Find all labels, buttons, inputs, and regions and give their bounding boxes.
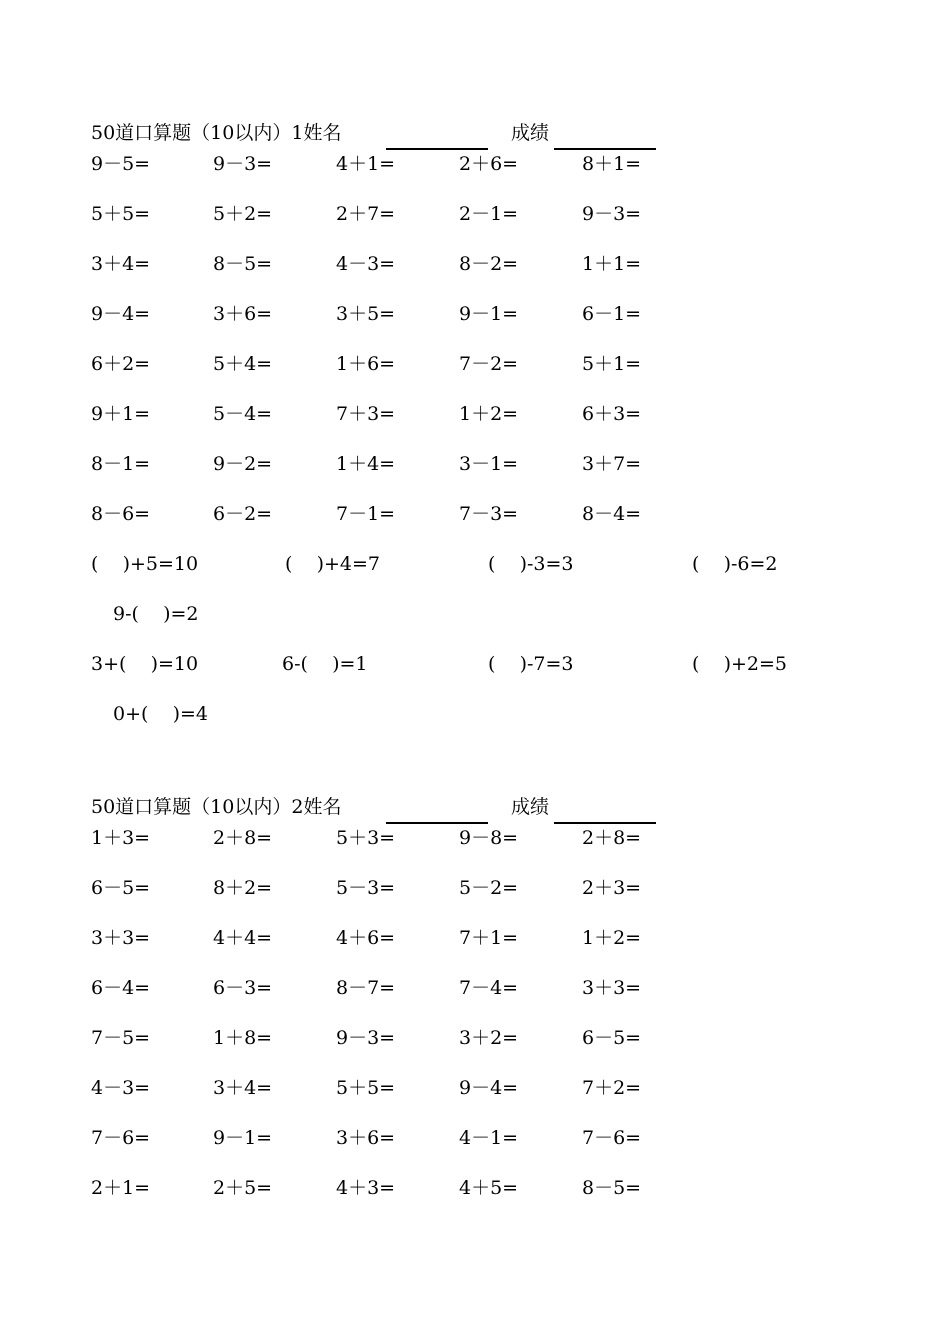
math-problem: 9－4= — [459, 1077, 519, 1099]
math-problem: 9－3= — [336, 1027, 396, 1049]
math-problem: 7＋2= — [582, 1077, 642, 1099]
math-problem: 1＋3= — [91, 827, 151, 849]
math-problem: 8＋2= — [213, 877, 273, 899]
math-problem: 6－2= — [213, 503, 273, 525]
math-problem: 1＋2= — [459, 403, 519, 425]
fill-row — [91, 702, 911, 752]
math-problem: 1＋8= — [213, 1027, 273, 1049]
score-label: 成绩 — [511, 796, 550, 818]
math-problem: 3＋2= — [459, 1027, 519, 1049]
fill-in-problem: ( )-3=3 — [488, 553, 574, 575]
math-problem: 9－1= — [213, 1127, 273, 1149]
worksheet-title: 50道口算题（10以内）1姓名 — [91, 122, 342, 144]
problem-row — [91, 826, 911, 876]
math-problem: 9＋1= — [91, 403, 151, 425]
math-problem: 3＋6= — [213, 303, 273, 325]
math-problem: 8－5= — [213, 253, 273, 275]
math-problem: 8－7= — [336, 977, 396, 999]
worksheet-1 — [91, 118, 911, 752]
math-problem: 2＋3= — [582, 877, 642, 899]
math-problem: 5＋5= — [336, 1077, 396, 1099]
problem-grid — [91, 826, 911, 1226]
math-problem: 1＋1= — [582, 253, 642, 275]
math-problem: 4＋6= — [336, 927, 396, 949]
math-problem: 2＋7= — [336, 203, 396, 225]
problem-row — [91, 1126, 911, 1176]
math-problem: 8－4= — [582, 503, 642, 525]
worksheet-title: 50道口算题（10以内）2姓名 — [91, 796, 342, 818]
math-problem: 9－5= — [91, 153, 151, 175]
math-problem: 3＋7= — [582, 453, 642, 475]
problem-row — [91, 252, 911, 302]
math-problem: 3＋4= — [213, 1077, 273, 1099]
math-problem: 6＋2= — [91, 353, 151, 375]
math-problem: 2－1= — [459, 203, 519, 225]
math-problem: 7－6= — [582, 1127, 642, 1149]
problem-row — [91, 452, 911, 502]
math-problem: 4－1= — [459, 1127, 519, 1149]
math-problem: 3＋5= — [336, 303, 396, 325]
problem-row — [91, 352, 911, 402]
problem-grid — [91, 152, 911, 552]
math-problem: 7－1= — [336, 503, 396, 525]
fill-row — [91, 602, 911, 652]
math-problem: 5＋4= — [213, 353, 273, 375]
fill-in-problem: ( )-7=3 — [488, 653, 574, 675]
worksheet-header — [91, 118, 911, 152]
worksheet-header — [91, 792, 911, 826]
problem-row — [91, 402, 911, 452]
fill-in-problem: ( )+2=5 — [692, 653, 787, 675]
math-problem: 1＋2= — [582, 927, 642, 949]
math-problem: 5－2= — [459, 877, 519, 899]
math-problem: 6－5= — [582, 1027, 642, 1049]
problem-row — [91, 302, 911, 352]
fill-in-problem: 0+( )=4 — [113, 703, 208, 725]
math-problem: 9－1= — [459, 303, 519, 325]
problem-row — [91, 1026, 911, 1076]
math-problem: 3＋4= — [91, 253, 151, 275]
math-problem: 4＋1= — [336, 153, 396, 175]
fill-in-problem: ( )+4=7 — [285, 553, 380, 575]
math-problem: 1＋4= — [336, 453, 396, 475]
math-problem: 9－4= — [91, 303, 151, 325]
math-problem: 8－1= — [91, 453, 151, 475]
math-problem: 5－3= — [336, 877, 396, 899]
fill-in-problem: 9-( )=2 — [113, 603, 199, 625]
math-problem: 6－5= — [91, 877, 151, 899]
math-problem: 1＋6= — [336, 353, 396, 375]
math-problem: 7－5= — [91, 1027, 151, 1049]
math-problem: 5＋1= — [582, 353, 642, 375]
math-problem: 7－4= — [459, 977, 519, 999]
problem-row — [91, 976, 911, 1026]
math-problem: 2＋8= — [582, 827, 642, 849]
fill-in-blank-section — [91, 552, 911, 752]
problem-row — [91, 1076, 911, 1126]
math-problem: 2＋5= — [213, 1177, 273, 1199]
score-blank — [554, 822, 656, 824]
math-problem: 3＋3= — [582, 977, 642, 999]
fill-in-problem: 6-( )=1 — [282, 653, 368, 675]
math-problem: 9－8= — [459, 827, 519, 849]
math-problem: 7－6= — [91, 1127, 151, 1149]
problem-row — [91, 926, 911, 976]
fill-in-problem: ( )+5=10 — [91, 553, 199, 575]
math-problem: 7＋1= — [459, 927, 519, 949]
problem-row — [91, 876, 911, 926]
problem-row — [91, 152, 911, 202]
math-problem: 8－5= — [582, 1177, 642, 1199]
math-problem: 2＋6= — [459, 153, 519, 175]
fill-in-problem: ( )-6=2 — [692, 553, 778, 575]
math-problem: 4－3= — [91, 1077, 151, 1099]
problem-row — [91, 202, 911, 252]
name-blank — [386, 148, 488, 150]
fill-row — [91, 552, 911, 602]
math-problem: 4＋3= — [336, 1177, 396, 1199]
math-problem: 9－3= — [582, 203, 642, 225]
math-problem: 4－3= — [336, 253, 396, 275]
math-problem: 8＋1= — [582, 153, 642, 175]
math-problem: 5＋2= — [213, 203, 273, 225]
problem-row — [91, 1176, 911, 1226]
fill-row — [91, 652, 911, 702]
fill-in-problem: 3+( )=10 — [91, 653, 199, 675]
math-problem: 9－2= — [213, 453, 273, 475]
math-problem: 5＋3= — [336, 827, 396, 849]
math-problem: 9－3= — [213, 153, 273, 175]
math-problem: 7＋3= — [336, 403, 396, 425]
math-problem: 5－4= — [213, 403, 273, 425]
math-problem: 2＋1= — [91, 1177, 151, 1199]
math-problem: 8－6= — [91, 503, 151, 525]
score-blank — [554, 148, 656, 150]
math-problem: 3＋3= — [91, 927, 151, 949]
math-problem: 6－3= — [213, 977, 273, 999]
math-problem: 2＋8= — [213, 827, 273, 849]
math-problem: 3＋6= — [336, 1127, 396, 1149]
math-problem: 7－3= — [459, 503, 519, 525]
worksheet-2 — [91, 792, 911, 1226]
math-problem: 8－2= — [459, 253, 519, 275]
name-blank — [386, 822, 488, 824]
math-problem: 6－1= — [582, 303, 642, 325]
math-problem: 6＋3= — [582, 403, 642, 425]
math-problem: 5＋5= — [91, 203, 151, 225]
math-problem: 3－1= — [459, 453, 519, 475]
math-problem: 7－2= — [459, 353, 519, 375]
math-problem: 6－4= — [91, 977, 151, 999]
math-problem: 4＋5= — [459, 1177, 519, 1199]
math-problem: 4＋4= — [213, 927, 273, 949]
score-label: 成绩 — [511, 122, 550, 144]
problem-row — [91, 502, 911, 552]
